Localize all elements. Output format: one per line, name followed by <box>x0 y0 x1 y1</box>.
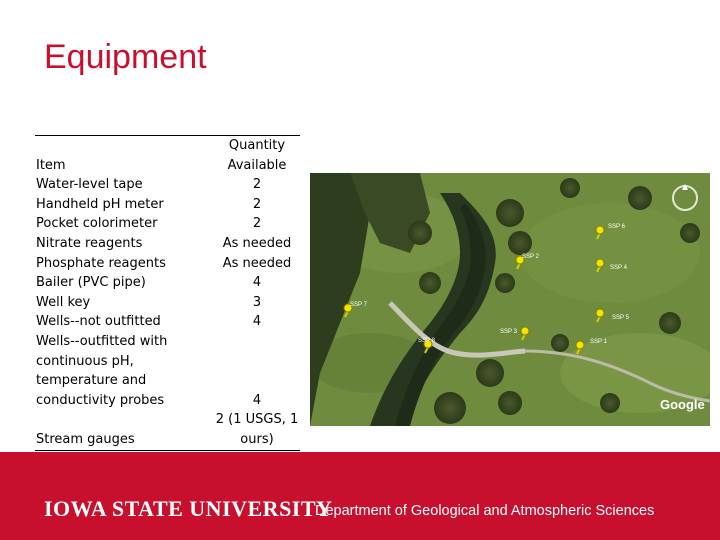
header-item: Item <box>36 157 66 173</box>
row-quantity: 2 <box>252 177 262 193</box>
university-wordmark: IOWA STATE UNIVERSITY <box>44 496 333 521</box>
department-name: Department of Geological and Atmospheric Sciences <box>315 503 655 519</box>
row-quantity: 2 (1 USGS, 1 ours) <box>215 412 299 447</box>
table-row <box>35 195 300 215</box>
row-item: Wells--outfitted with continuous pH, temperature and conductivity probes <box>36 333 168 408</box>
map-pin-label: SSP 4 <box>610 265 627 271</box>
map-pin-label: SSP 2 <box>522 254 539 260</box>
header-quantity: Quantity Available <box>227 138 287 173</box>
map-pin-label: SSP 7 <box>350 302 367 308</box>
table-row <box>35 293 300 313</box>
row-quantity: 4 <box>252 275 262 291</box>
table-header-row <box>35 136 300 175</box>
table-body <box>35 175 300 449</box>
equipment-table <box>35 135 300 451</box>
row-item: Bailer (PVC pipe) <box>36 275 146 291</box>
table-row <box>35 312 300 332</box>
table-row <box>35 410 300 449</box>
row-quantity: 2 <box>252 216 262 232</box>
map-pin-label: SSP 1 <box>590 339 607 345</box>
map-pin-label: SSP 3 <box>500 329 517 335</box>
table-row <box>35 254 300 274</box>
map-pin-label: SSP 5 <box>612 315 629 321</box>
row-item: Well key <box>36 294 91 310</box>
row-quantity: 3 <box>252 294 262 310</box>
row-item: Nitrate reagents <box>36 235 143 251</box>
row-item: Pocket colorimeter <box>36 216 158 232</box>
row-quantity: 4 <box>252 392 262 408</box>
row-quantity: As needed <box>222 235 292 251</box>
table-row <box>35 234 300 254</box>
row-quantity: 2 <box>252 196 262 212</box>
row-item: Stream gauges <box>36 431 135 447</box>
row-item: Handheld pH meter <box>36 196 164 212</box>
row-quantity: As needed <box>222 255 292 271</box>
row-item: Phosphate reagents <box>36 255 166 271</box>
table-row <box>35 175 300 195</box>
google-watermark: Google <box>660 397 705 412</box>
aerial-map-photo <box>310 173 710 426</box>
row-item: Wells--not outfitted <box>36 314 161 330</box>
map-pin-label: SSP 8 <box>418 338 435 344</box>
slide-title: Equipment <box>44 38 207 76</box>
table-row <box>35 273 300 293</box>
row-quantity: 4 <box>252 314 262 330</box>
map-pin-label: SSP 6 <box>608 224 625 230</box>
table-row <box>35 214 300 234</box>
aerial-map <box>310 173 710 426</box>
table-row <box>35 332 300 410</box>
row-item: Water-level tape <box>36 177 143 193</box>
